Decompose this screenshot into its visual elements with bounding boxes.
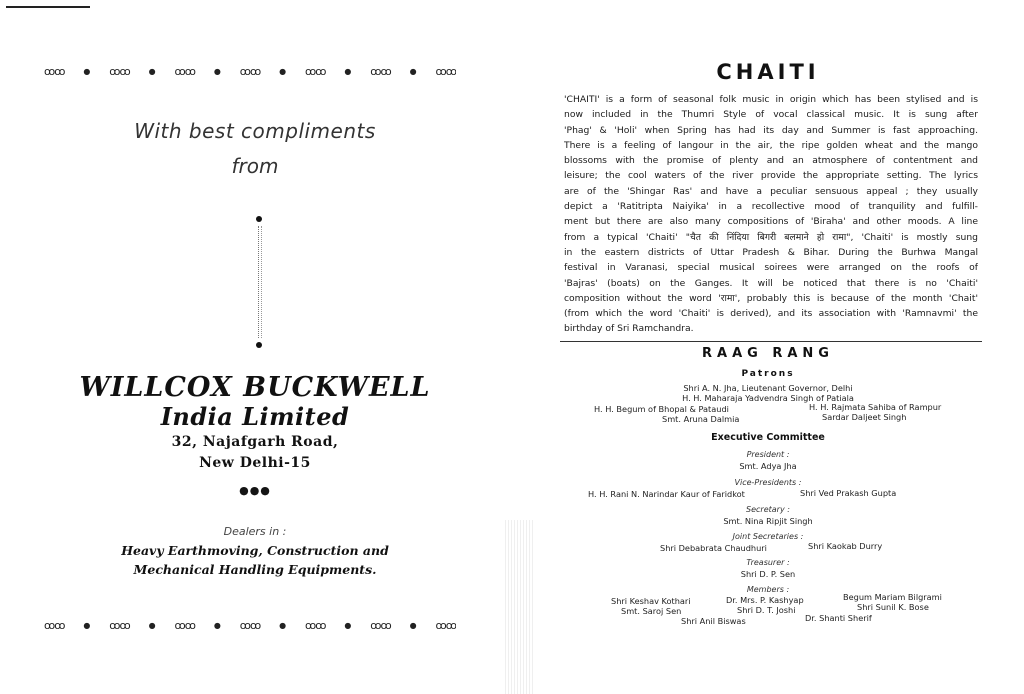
address-line: 32, Najafgarh Road, [171,434,339,450]
vertical-ornament [254,216,264,348]
patrons-heading: Patrons [741,369,795,379]
ornament-segment: ꝏꝏ [109,618,130,632]
dealers-label: Dealers in : [223,525,287,538]
ornament-segment: ꝏꝏ [44,618,65,632]
paragraph-line: (from which the word 'Chaiti' is derived), and its association with 'Ramnavmi' the [564,308,978,320]
role-label: President : [746,450,790,459]
ornament-dot: ● [279,620,287,630]
ornament-segment: ꝏꝏ [305,618,326,632]
ornament-segment: ꝏꝏ [435,618,456,632]
executive-committee-heading: Executive Committee [711,432,825,443]
ornament-dot: ● [213,620,221,630]
member-name: Shri Debabrata Chaudhuri [660,543,767,553]
right-page [512,0,1024,694]
ornament-dot: ● [83,66,91,76]
member-name: Shri Anil Biswas [681,616,746,626]
member-name: Smt. Saroj Sen [621,606,682,616]
paragraph-line: blossoms with the promise of plenty and an atmosphere of contentment and [564,155,978,167]
paragraph-line: There is a feeling of langour in the air, the ripe golden wheat and the mango [564,139,978,151]
member-name: Begum Mariam Bilgrami [843,592,942,602]
section-title: RAAG RANG [702,346,834,361]
ornament-dot: ● [83,620,91,630]
paragraph-line: leisure; the cool waters of the river provide the appropriate setting. The lyrics [564,170,978,182]
patron-name: H. H. Maharaja Yadvendra Singh of Patiala [682,393,854,403]
company-suffix: India Limited [160,402,350,431]
member-name: Smt. Nina Ripjit Singh [723,516,813,526]
ornament-segment: ꝏꝏ [174,64,195,78]
member-name: Dr. Shanti Sherif [805,613,872,623]
address-city: New Delhi-15 [199,455,311,471]
ornament-segment: ꝏꝏ [44,64,65,78]
paragraph-line: birthday of Sri Ramchandra. [564,323,694,335]
products-line: Mechanical Handling Equipments. [133,562,377,577]
products-line: Heavy Earthmoving, Construction and [121,543,389,558]
role-label: Vice-Presidents : [734,478,802,487]
ornament-border-top [44,64,456,78]
paragraph-line: in the eastern districts of Uttar Pradesh & Bihar. During the Burhwa Mangal [564,246,978,258]
paragraph-line: depict a 'Ratitripta Naiyika' in a recollective mood of tranquility and fulfill- [564,201,978,213]
ornament-dot: ● [148,66,156,76]
paragraph-line: composition without the word 'रामा', probably this is because of the month 'Chait' [564,292,978,304]
paragraph-line: 'CHAITI' is a form of seasonal folk music in origin which has been stylised and is [564,94,978,105]
ornament-dot: ● [344,620,352,630]
ornament-segment: ꝏꝏ [370,618,391,632]
ornament-dot [256,216,262,222]
ornament-segment: ꝏꝏ [370,64,391,78]
patron-name: H. H. Begum of Bhopal & Pataudi [594,404,729,414]
ornament-segment: ꝏꝏ [435,64,456,78]
paragraph-line: now included in the Thumri Style of vocal classical music. It is sung after [564,109,978,121]
member-name: Shri Sunil K. Bose [857,602,929,612]
ornament-segment: ꝏꝏ [109,64,130,78]
patron-name: Sardar Daljeet Singh [822,412,907,422]
compliments-from: from [231,154,279,178]
ornament-dot: ● [344,66,352,76]
member-name: Shri Kaokab Durry [808,541,883,551]
paragraph-line: ment but there are also many compositions of 'Biraha' and other moods. A line [564,216,978,228]
member-name: Shri Keshav Kothari [611,596,691,606]
ornament-segment: ꝏꝏ [305,64,326,78]
paragraph-line: from a typical 'Chaiti' "चैत की निंदिया बिगरी बलमाने हो रामा", 'Chaiti' is mostly sung [564,231,978,243]
ornament-dot: ● [148,620,156,630]
member-name: Shri D. T. Joshi [737,605,796,615]
paragraph-line: 'Phag' & 'Holi' when Spring has had its day and Summer is fast approaching. [564,124,978,136]
page-title: CHAITI [716,60,820,84]
paragraph-line: festival in Varanasi, special musical soirees were arranged on the roofs of [564,262,978,274]
ornament-border-bottom [44,618,456,632]
role-label: Treasurer : [746,558,790,567]
paragraph-line: are of the 'Shingar Ras' and have a peculiar sensuous appeal ; they usually [564,185,978,197]
member-name: Dr. Mrs. P. Kashyap [726,595,804,605]
patron-name: H. H. Rajmata Sahiba of Rampur [809,402,942,412]
ornament-stem [258,226,262,338]
ornament-segment: ꝏꝏ [239,618,261,632]
chaiti-paragraph [564,92,978,337]
ornament-dot: ● [279,66,287,76]
ornament-dot: ● [409,66,417,76]
member-name: Shri D. P. Sen [740,569,796,579]
top-rule [6,6,90,8]
section-divider [560,341,982,342]
patron-name: Smt. Aruna Dalmia [662,414,740,424]
dots-separator: ●●● [239,484,271,497]
compliments-line: With best compliments [134,119,376,143]
ornament-dot: ● [409,620,417,630]
ornament-segment: ꝏꝏ [174,618,195,632]
ornament-segment: ꝏꝏ [239,64,261,78]
role-label: Joint Secretaries : [732,532,804,541]
ornament-dot [256,342,262,348]
patron-name: Shri A. N. Jha, Lieutenant Governor, Delhi [683,383,853,393]
member-name: Smt. Adya Jha [739,461,797,471]
ornament-dot: ● [213,66,221,76]
role-label: Secretary : [746,505,790,514]
role-label: Members : [746,585,790,594]
member-name: H. H. Rani N. Narindar Kaur of Faridkot [588,489,745,499]
member-name: Shri Ved Prakash Gupta [800,488,897,498]
company-name: WILLCOX BUCKWELL [79,372,431,403]
paragraph-line: 'Bajras' (boats) on the Ganges. It will be noticed that there is no 'Chaiti' [564,277,978,289]
